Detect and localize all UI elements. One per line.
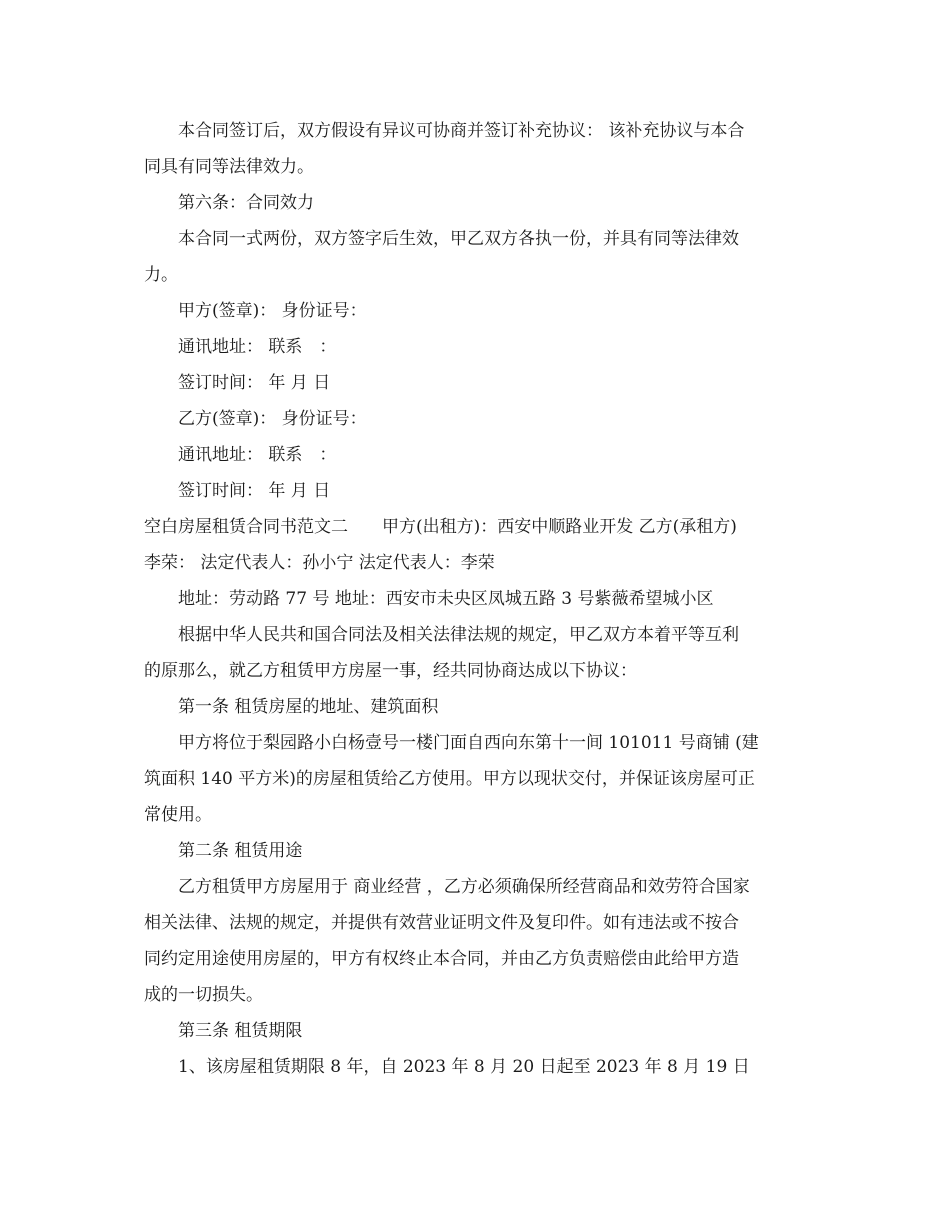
address-field-party-a: 通讯地址： 联系 ：: [178, 337, 337, 357]
text-line: 李荣： 法定代表人：孙小宁 法定代表人：李荣: [144, 553, 495, 573]
date-field-party-b: 签订时间： 年 月 日: [178, 481, 331, 501]
text-line: 地址：劳动路 77 号 地址：西安市未央区凤城五路 3 号紫薇希望城小区: [178, 589, 714, 609]
document-title-line: 空白房屋租赁合同书范文二 甲方(出租方)：西安中顺路业开发 乙方(承租方): [144, 517, 737, 537]
text-line: 根据中华人民共和国合同法及相关法律法规的规定，甲乙双方本着平等互利: [178, 625, 739, 645]
text-line: 成的一切损失。: [144, 985, 263, 1005]
section-heading: 第六条：合同效力: [178, 193, 314, 213]
text-line: 筑面积 140 平方米)的房屋租赁给乙方使用。甲方以现状交付，并保证该房屋可正: [144, 769, 755, 789]
text-line: 甲方将位于梨园路小白杨壹号一楼门面自西向东第十一间 101011 号商铺 (建: [178, 733, 759, 753]
address-field-party-b: 通讯地址： 联系 ：: [178, 445, 337, 465]
text-line: 1、该房屋租赁期限 8 年，自 2023 年 8 月 20 日起至 2023 年 8 月 19 日: [178, 1057, 750, 1077]
text-line: 同约定用途使用房屋的，甲方有权终止本合同，并由乙方负责赔偿由此给甲方造: [144, 949, 739, 969]
document-body: [144, 116, 814, 1088]
signature-field-party-b: 乙方(签章)： 身份证号：: [178, 409, 367, 429]
text-line: 本合同签订后，双方假设有异议可协商并签订补充协议： 该补充协议与本合: [178, 121, 745, 141]
text-line: 的原那么，就乙方租赁甲方房屋一事，经共同协商达成以下协议：: [144, 661, 637, 681]
text-line: 常使用。: [144, 805, 212, 825]
text-line: 同具有同等法律效力。: [144, 157, 314, 177]
text-line: 相关法律、法规的规定，并提供有效营业证明文件及复印件。如有违法或不按合: [144, 913, 739, 933]
section-heading: 第一条 租赁房屋的地址、建筑面积: [178, 697, 439, 717]
text-line: 力。: [144, 265, 178, 285]
section-heading: 第二条 租赁用途: [178, 841, 303, 861]
text-line: 本合同一式两份，双方签字后生效，甲乙双方各执一份，并具有同等法律效: [178, 229, 739, 249]
text-line: 乙方租赁甲方房屋用于 商业经营 ，乙方必须确保所经营商品和效劳符合国家: [178, 877, 750, 897]
signature-field-party-a: 甲方(签章)： 身份证号：: [178, 301, 367, 321]
section-heading: 第三条 租赁期限: [178, 1021, 303, 1041]
date-field-party-a: 签订时间： 年 月 日: [178, 373, 331, 393]
